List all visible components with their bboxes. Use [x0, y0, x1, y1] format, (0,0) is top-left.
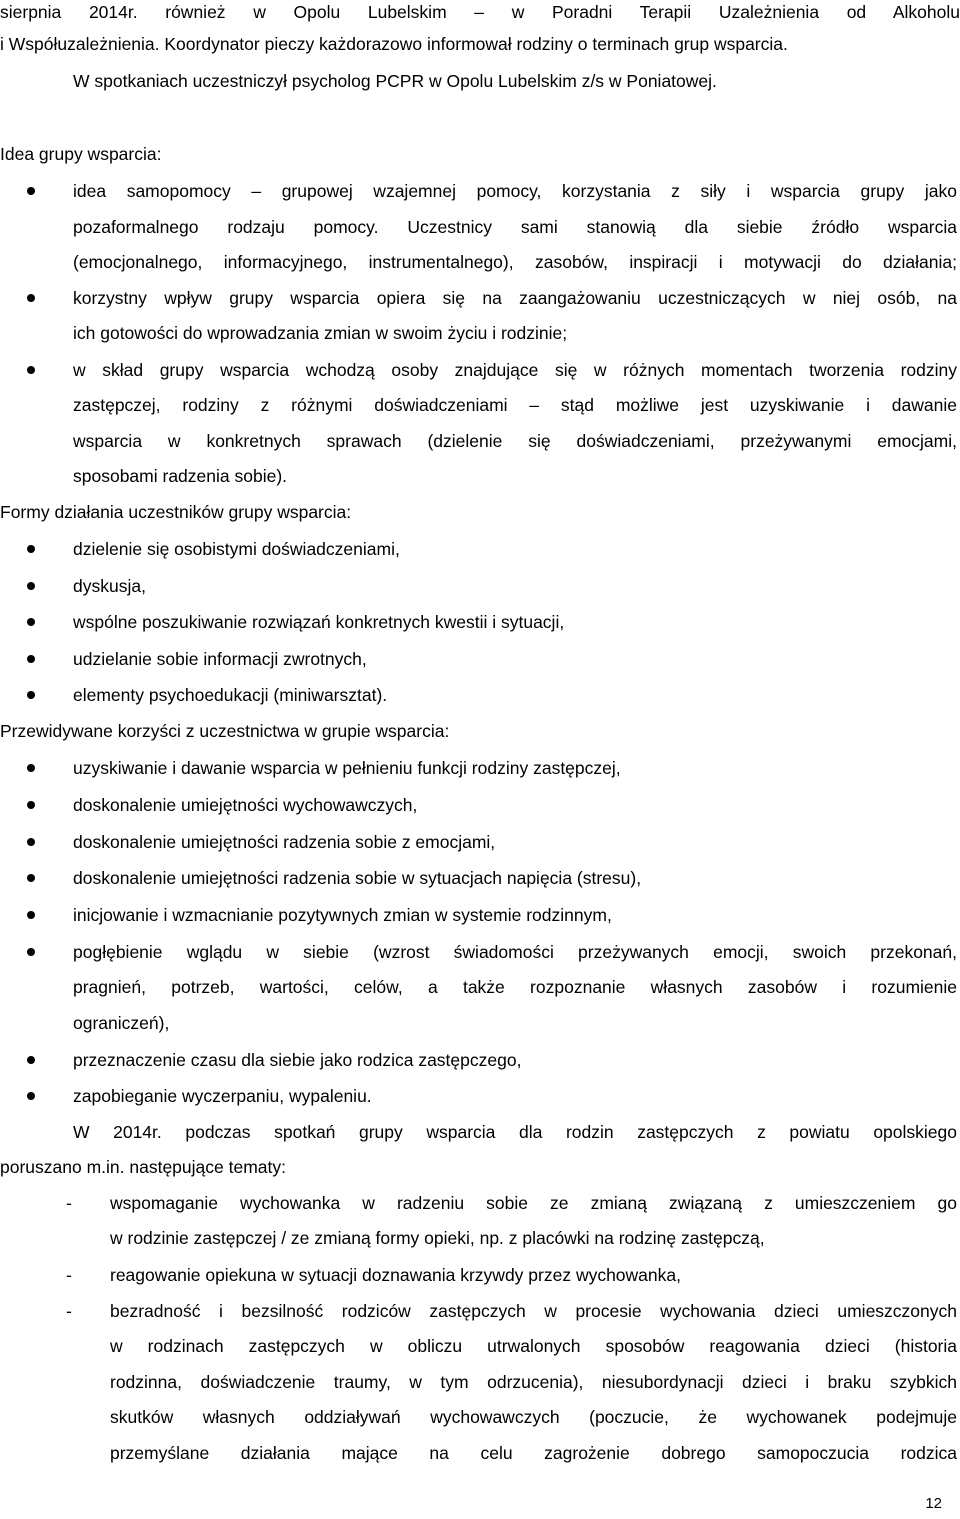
list-item-text: sposobami radzenia sobie).	[73, 466, 288, 486]
list-item-text: pozaformalnego rodzaju pomocy. Uczestnicy sami stanowią dla siebie źródło wsparcia	[73, 217, 957, 237]
list-item-text: ich gotowości do wprowadzania zmian w swoim życiu i rodzinie;	[73, 323, 568, 343]
bullet-icon	[27, 294, 35, 302]
list-item-text: uzyskiwanie i dawanie wsparcia w pełnieniu funkcji rodziny zastępczej,	[73, 758, 621, 778]
list-item-text: w rodzinie zastępczej / ze zmianą formy opieki, np. z placówki na rodzinę zastępczą,	[110, 1228, 765, 1248]
bullet-icon	[27, 655, 35, 663]
list-item-text: doskonalenie umiejętności radzenia sobie w sytuacjach napięcia (stresu),	[73, 868, 642, 888]
section-heading-benefits: Przewidywane korzyści z uczestnictwa w grupie wsparcia:	[0, 721, 450, 741]
bullet-icon	[27, 1092, 35, 1100]
list-item-text: reagowanie opiekuna w sytuacji doznawania krzywdy przez wychowanka,	[110, 1265, 681, 1285]
page-number: 12	[925, 1495, 942, 1512]
list-item-text: przeznaczenie czasu dla siebie jako rodzica zastępczego,	[73, 1050, 522, 1070]
dash-marker: -	[66, 1265, 72, 1285]
list-item-text: idea samopomocy – grupowej wzajemnej pomocy, korzystania z siły i wsparcia grupy jako	[73, 181, 957, 201]
list-item-text: w skład grupy wsparcia wchodzą osoby znajdujące się w różnych momentach tworzenia rodziny	[73, 360, 957, 380]
list-item-text: zapobieganie wyczerpaniu, wypaleniu.	[73, 1086, 372, 1106]
bullet-icon	[27, 801, 35, 809]
list-item-text: rodzinna, doświadczenie traumy, w tym odrzucenia), niesubordynacji dzieci i braku szybkich	[110, 1372, 957, 1392]
list-item-text: dzielenie się osobistymi doświadczeniami,	[73, 539, 400, 559]
topics-intro: W 2014r. podczas spotkań grupy wsparcia dla rodzin zastępczych z powiatu opolskiego	[73, 1122, 957, 1142]
intro-line: i Współuzależnienia. Koordynator pieczy każdorazowo informował rodziny o terminach grup wsparcia.	[0, 34, 788, 54]
bullet-icon	[27, 545, 35, 553]
intro-line: sierpnia 2014r. również w Opolu Lubelskim – w Poradni Terapii Uzależnienia od Alkoholu	[0, 2, 960, 22]
list-item-text: elementy psychoedukacji (miniwarsztat).	[73, 685, 388, 705]
list-item-text: korzystny wpływ grupy wsparcia opiera się na zaangażowaniu uczestniczących w niej osób, na	[73, 288, 957, 308]
section-heading-forms: Formy działania uczestników grupy wsparcia:	[0, 502, 352, 522]
bullet-icon	[27, 618, 35, 626]
list-item-text: inicjowanie i wzmacnianie pozytywnych zmian w systemie rodzinnym,	[73, 905, 612, 925]
list-item-text: przemyślane działania mające na celu zagrożenie dobrego samopoczucia rodzica	[110, 1443, 957, 1463]
dash-marker: -	[66, 1301, 72, 1321]
list-item-text: zastępczej, rodziny z różnymi doświadczeniami – stąd możliwe jest uzyskiwanie i dawanie	[73, 395, 957, 415]
list-item-text: dyskusja,	[73, 576, 146, 596]
topics-intro: poruszano m.in. następujące tematy:	[0, 1157, 286, 1177]
bullet-icon	[27, 366, 35, 374]
bullet-icon	[27, 948, 35, 956]
bullet-icon	[27, 691, 35, 699]
bullet-icon	[27, 764, 35, 772]
list-item-text: wspomaganie wychowanka w radzeniu sobie ze zmianą związaną z umieszczeniem go	[110, 1193, 957, 1213]
list-item-text: bezradność i bezsilność rodziców zastępczych w procesie wychowania dzieci umieszczonych	[110, 1301, 957, 1321]
dash-marker: -	[66, 1193, 72, 1213]
list-item-text: wsparcia w konkretnych sprawach (dzielenie się doświadczeniami, przeżywanymi emocjami,	[73, 431, 957, 451]
section-heading-idea: Idea grupy wsparcia:	[0, 144, 162, 164]
list-item-text: udzielanie sobie informacji zwrotnych,	[73, 649, 367, 669]
list-item-text: skutków własnych oddziaływań wychowawczych (poczucie, że wychowanek podejmuje	[110, 1407, 957, 1427]
intro-line: W spotkaniach uczestniczył psycholog PCPR w Opolu Lubelskim z/s w Poniatowej.	[73, 71, 717, 91]
bullet-icon	[27, 582, 35, 590]
bullet-icon	[27, 187, 35, 195]
list-item-text: w rodzinach zastępczych w obliczu utrwalonych sposobów reagowania dzieci (historia	[110, 1336, 957, 1356]
list-item-text: pogłębienie wglądu w siebie (wzrost świadomości przeżywanych emocji, swoich przekonań,	[73, 942, 957, 962]
bullet-icon	[27, 1056, 35, 1064]
bullet-icon	[27, 838, 35, 846]
list-item-text: wspólne poszukiwanie rozwiązań konkretnych kwestii i sytuacji,	[73, 612, 565, 632]
bullet-icon	[27, 911, 35, 919]
bullet-icon	[27, 874, 35, 882]
list-item-text: doskonalenie umiejętności radzenia sobie z emocjami,	[73, 832, 496, 852]
list-item-text: doskonalenie umiejętności wychowawczych,	[73, 795, 418, 815]
list-item-text: pragnień, potrzeb, wartości, celów, a także rozpoznanie własnych zasobów i rozumienie	[73, 977, 957, 997]
list-item-text: (emocjonalnego, informacyjnego, instrumentalnego), zasobów, inspiracji i motywacji do działania;	[73, 252, 957, 272]
list-item-text: ograniczeń),	[73, 1013, 170, 1033]
